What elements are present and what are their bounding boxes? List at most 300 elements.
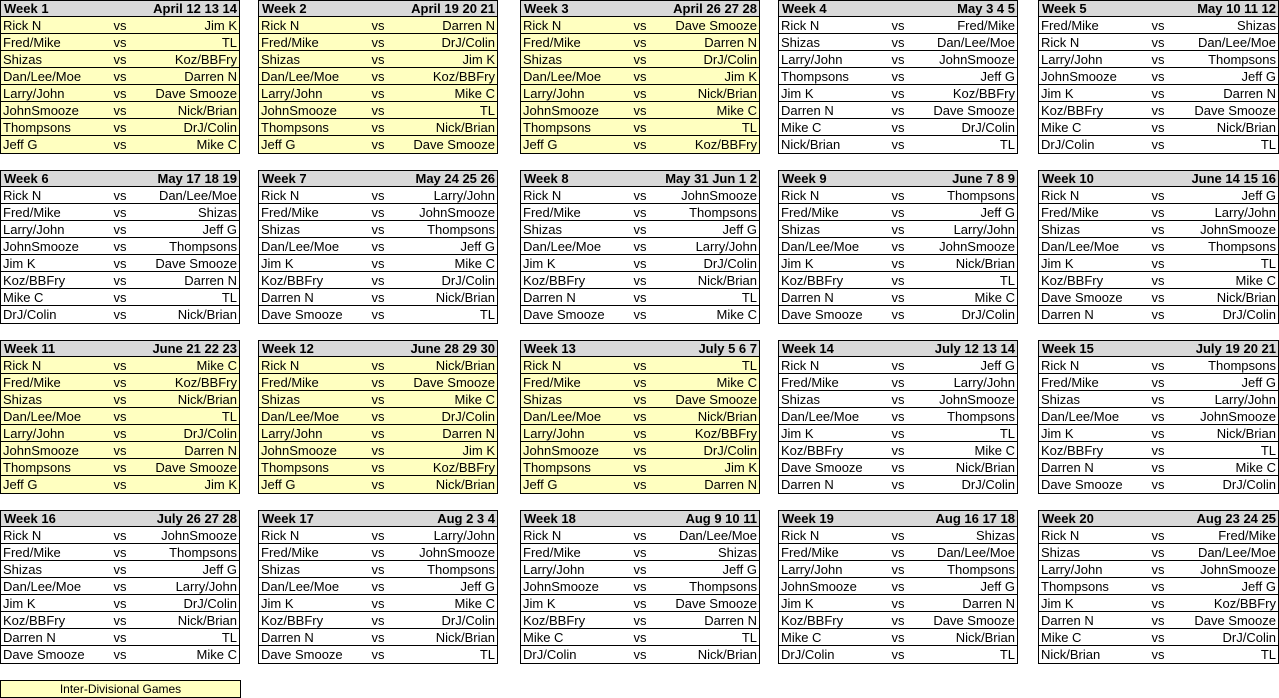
game-row [1039, 51, 1278, 68]
vs-label: vs [891, 187, 905, 203]
away-team: TL [999, 647, 1015, 662]
game-row [1039, 527, 1278, 544]
vs-label: vs [633, 221, 647, 237]
vs-label: vs [633, 629, 647, 645]
vs-label: vs [633, 477, 647, 492]
vs-label: vs [633, 289, 647, 305]
home-team: Fred/Mike [3, 374, 61, 390]
home-team: Dan/Lee/Moe [523, 238, 602, 254]
away-team: Dave Smooze [675, 17, 757, 33]
away-team: Shizas [1236, 17, 1276, 33]
home-team: Rick N [1041, 357, 1080, 373]
vs-label: vs [891, 102, 905, 118]
game-row [1, 255, 239, 272]
game-row [1, 85, 239, 102]
home-team: Fred/Mike [523, 34, 581, 50]
vs-label: vs [633, 238, 647, 254]
game-row [521, 102, 759, 119]
game-row [259, 561, 497, 578]
game-row [521, 612, 759, 629]
home-team: Fred/Mike [781, 544, 839, 560]
vs-label: vs [1151, 68, 1165, 84]
home-team: DrJ/Colin [3, 307, 57, 322]
vs-label: vs [1151, 51, 1165, 67]
game-row [1, 391, 239, 408]
home-team: Darren N [781, 477, 834, 492]
home-team: Dan/Lee/Moe [3, 578, 82, 594]
game-row [521, 255, 759, 272]
home-team: JohnSmooze [3, 238, 79, 254]
vs-label: vs [113, 238, 127, 254]
vs-label: vs [1151, 408, 1165, 424]
game-row [1, 119, 239, 136]
away-team: Mike C [1235, 272, 1276, 288]
game-row [259, 646, 497, 663]
away-team: DrJ/Colin [703, 255, 757, 271]
home-team: Dave Smooze [781, 307, 863, 322]
week-header [259, 171, 497, 187]
away-team: Jeff G [980, 204, 1015, 220]
game-row [1039, 629, 1278, 646]
week-title: Week 19 [782, 511, 834, 526]
home-team: Koz/BBFry [781, 272, 844, 288]
vs-label: vs [113, 459, 127, 475]
game-row [259, 289, 497, 306]
away-team: Larry/John [1214, 204, 1276, 220]
game-row [1039, 374, 1278, 391]
home-team: Rick N [523, 17, 562, 33]
home-team: Jim K [523, 255, 556, 271]
home-team: Fred/Mike [3, 204, 61, 220]
game-row [521, 289, 759, 306]
away-team: Shizas [975, 527, 1015, 543]
vs-label: vs [633, 68, 647, 84]
away-team: TL [221, 408, 237, 424]
vs-label: vs [1151, 357, 1165, 373]
away-team: Jim K [204, 477, 237, 492]
vs-label: vs [891, 408, 905, 424]
home-team: Rick N [261, 527, 300, 543]
vs-label: vs [633, 357, 647, 373]
away-team: Jim K [462, 442, 495, 458]
vs-label: vs [633, 137, 647, 152]
vs-label: vs [113, 68, 127, 84]
vs-label: vs [113, 544, 127, 560]
game-row [521, 629, 759, 646]
week-date: July 26 27 28 [156, 511, 237, 526]
home-team: Shizas [261, 561, 301, 577]
game-row [779, 629, 1017, 646]
week-header [521, 341, 759, 357]
vs-label: vs [371, 238, 385, 254]
vs-label: vs [633, 204, 647, 220]
vs-label: vs [113, 289, 127, 305]
away-team: Darren N [1223, 85, 1276, 101]
game-row [1, 561, 239, 578]
home-team: Thompsons [261, 459, 329, 475]
game-row [779, 578, 1017, 595]
game-row [521, 68, 759, 85]
home-team: JohnSmooze [261, 442, 337, 458]
game-row [1039, 221, 1278, 238]
vs-label: vs [1151, 595, 1165, 611]
week-block [0, 340, 240, 494]
game-row [259, 51, 497, 68]
vs-label: vs [1151, 255, 1165, 271]
away-team: Nick/Brian [177, 612, 237, 628]
game-row [779, 425, 1017, 442]
game-row [521, 476, 759, 493]
vs-label: vs [633, 102, 647, 118]
away-team: Larry/John [175, 578, 237, 594]
game-row [779, 612, 1017, 629]
game-row [259, 136, 497, 153]
game-row [259, 391, 497, 408]
game-row [521, 17, 759, 34]
game-row [1039, 544, 1278, 561]
game-row [1, 442, 239, 459]
week-header [259, 511, 497, 527]
home-team: Jim K [781, 255, 814, 271]
game-row [779, 391, 1017, 408]
game-row [259, 425, 497, 442]
away-team: Darren N [184, 442, 237, 458]
week-title: Week 13 [524, 341, 576, 356]
home-team: Shizas [523, 221, 563, 237]
home-team: Rick N [261, 17, 300, 33]
away-team: JohnSmooze [939, 51, 1015, 67]
away-team: Darren N [704, 477, 757, 492]
away-team: DrJ/Colin [183, 119, 237, 135]
home-team: Fred/Mike [261, 204, 319, 220]
away-team: JohnSmooze [1200, 408, 1276, 424]
week-date: May 10 11 12 [1197, 1, 1276, 16]
vs-label: vs [1151, 374, 1165, 390]
home-team: Mike C [3, 289, 44, 305]
game-row [779, 476, 1017, 493]
away-team: Dan/Lee/Moe [936, 34, 1015, 50]
vs-label: vs [113, 119, 127, 135]
week-title: Week 2 [262, 1, 307, 16]
vs-label: vs [891, 51, 905, 67]
game-row [1, 476, 239, 493]
vs-label: vs [113, 561, 127, 577]
vs-label: vs [891, 561, 905, 577]
home-team: Jeff G [523, 137, 558, 152]
home-team: Larry/John [3, 221, 65, 237]
vs-label: vs [371, 459, 385, 475]
game-row [1039, 306, 1278, 323]
away-team: Nick/Brian [1216, 289, 1276, 305]
vs-label: vs [1151, 647, 1165, 662]
week-date: June 21 22 23 [152, 341, 237, 356]
vs-label: vs [1151, 391, 1165, 407]
vs-label: vs [113, 374, 127, 390]
away-team: Thompsons [947, 408, 1015, 424]
vs-label: vs [371, 561, 385, 577]
game-row [1039, 68, 1278, 85]
game-row [779, 119, 1017, 136]
game-row [259, 459, 497, 476]
home-team: Darren N [1041, 459, 1094, 475]
away-team: Nick/Brian [435, 629, 495, 645]
away-team: Jeff G [980, 578, 1015, 594]
vs-label: vs [1151, 204, 1165, 220]
game-row [1, 187, 239, 204]
week-block [0, 170, 240, 324]
away-team: Dave Smooze [1194, 612, 1276, 628]
game-row [259, 34, 497, 51]
week-block [520, 510, 760, 664]
away-team: Thompsons [1208, 357, 1276, 373]
vs-label: vs [891, 272, 905, 288]
game-row [779, 408, 1017, 425]
home-team: Rick N [523, 527, 562, 543]
week-block [0, 0, 240, 154]
week-block [520, 340, 760, 494]
home-team: Thompsons [1041, 578, 1109, 594]
away-team: Mike C [716, 374, 757, 390]
away-team: Mike C [974, 442, 1015, 458]
game-row [521, 578, 759, 595]
game-row [779, 34, 1017, 51]
away-team: DrJ/Colin [1222, 307, 1276, 322]
vs-label: vs [113, 17, 127, 33]
vs-label: vs [371, 647, 385, 662]
vs-label: vs [891, 442, 905, 458]
game-row [259, 629, 497, 646]
away-team: Jim K [724, 459, 757, 475]
week-header [1039, 341, 1278, 357]
home-team: Larry/John [523, 561, 585, 577]
away-team: Dave Smooze [155, 255, 237, 271]
game-row [1, 527, 239, 544]
game-row [1, 238, 239, 255]
game-row [779, 68, 1017, 85]
week-date: Aug 16 17 18 [935, 511, 1015, 526]
vs-label: vs [371, 595, 385, 611]
game-row [259, 17, 497, 34]
away-team: Mike C [454, 85, 495, 101]
week-date: July 5 6 7 [698, 341, 757, 356]
week-title: Week 20 [1042, 511, 1094, 526]
away-team: Jeff G [722, 561, 757, 577]
game-row [521, 374, 759, 391]
game-row [521, 408, 759, 425]
game-row [259, 255, 497, 272]
away-team: Larry/John [695, 238, 757, 254]
home-team: Darren N [523, 289, 576, 305]
home-team: Darren N [781, 102, 834, 118]
game-row [779, 272, 1017, 289]
vs-label: vs [633, 425, 647, 441]
home-team: Mike C [1041, 119, 1082, 135]
home-team: Dan/Lee/Moe [1041, 408, 1120, 424]
away-team: Mike C [974, 289, 1015, 305]
home-team: Dan/Lee/Moe [3, 408, 82, 424]
game-row [1039, 187, 1278, 204]
vs-label: vs [633, 408, 647, 424]
game-row [1, 459, 239, 476]
game-row [1039, 272, 1278, 289]
week-title: Week 6 [4, 171, 49, 186]
vs-label: vs [1151, 425, 1165, 441]
away-team: TL [1260, 442, 1276, 458]
away-team: Fred/Mike [957, 17, 1015, 33]
vs-label: vs [1151, 307, 1165, 322]
week-date: June 28 29 30 [410, 341, 495, 356]
week-date: Aug 2 3 4 [437, 511, 495, 526]
vs-label: vs [371, 544, 385, 560]
game-row [259, 85, 497, 102]
week-header [1, 511, 239, 527]
home-team: Thompsons [781, 68, 849, 84]
away-team: DrJ/Colin [961, 307, 1015, 322]
vs-label: vs [1151, 85, 1165, 101]
home-team: Jeff G [261, 477, 296, 492]
home-team: Larry/John [1041, 561, 1103, 577]
away-team: DrJ/Colin [961, 119, 1015, 135]
vs-label: vs [891, 544, 905, 560]
week-block [1038, 510, 1279, 664]
home-team: Larry/John [523, 425, 585, 441]
home-team: Fred/Mike [261, 34, 319, 50]
home-team: Koz/BBFry [261, 612, 324, 628]
away-team: Nick/Brian [697, 272, 757, 288]
away-team: Dave Smooze [155, 85, 237, 101]
game-row [521, 646, 759, 663]
away-team: Jeff G [1241, 68, 1276, 84]
vs-label: vs [113, 187, 127, 203]
away-team: Dave Smooze [1194, 102, 1276, 118]
vs-label: vs [891, 425, 905, 441]
game-row [1, 374, 239, 391]
vs-label: vs [371, 68, 385, 84]
home-team: Dan/Lee/Moe [523, 408, 602, 424]
home-team: Jeff G [261, 137, 296, 152]
vs-label: vs [371, 34, 385, 50]
game-row [1039, 17, 1278, 34]
game-row [1039, 136, 1278, 153]
away-team: Dan/Lee/Moe [936, 544, 1015, 560]
vs-label: vs [1151, 221, 1165, 237]
week-title: Week 7 [262, 171, 307, 186]
home-team: Dan/Lee/Moe [261, 68, 340, 84]
game-row [779, 221, 1017, 238]
game-row [1039, 357, 1278, 374]
game-row [1039, 102, 1278, 119]
game-row [1, 51, 239, 68]
home-team: Larry/John [261, 425, 323, 441]
game-row [779, 442, 1017, 459]
game-row [521, 544, 759, 561]
vs-label: vs [633, 391, 647, 407]
vs-label: vs [113, 629, 127, 645]
vs-label: vs [371, 612, 385, 628]
home-team: Fred/Mike [781, 204, 839, 220]
away-team: TL [999, 272, 1015, 288]
away-team: TL [479, 102, 495, 118]
home-team: Koz/BBFry [781, 612, 844, 628]
home-team: Fred/Mike [3, 544, 61, 560]
game-row [521, 459, 759, 476]
home-team: Darren N [3, 629, 56, 645]
away-team: Koz/BBFry [694, 137, 757, 152]
home-team: Larry/John [781, 561, 843, 577]
vs-label: vs [633, 17, 647, 33]
vs-label: vs [371, 51, 385, 67]
away-team: JohnSmooze [939, 238, 1015, 254]
home-team: Dave Smooze [261, 647, 343, 662]
home-team: Fred/Mike [523, 544, 581, 560]
week-header [779, 171, 1017, 187]
vs-label: vs [891, 85, 905, 101]
away-team: Mike C [716, 307, 757, 322]
game-row [259, 306, 497, 323]
vs-label: vs [113, 102, 127, 118]
away-team: Darren N [962, 595, 1015, 611]
vs-label: vs [113, 51, 127, 67]
vs-label: vs [371, 391, 385, 407]
week-title: Week 14 [782, 341, 834, 356]
game-row [1039, 204, 1278, 221]
away-team: Jim K [204, 17, 237, 33]
vs-label: vs [1151, 119, 1165, 135]
vs-label: vs [371, 477, 385, 492]
home-team: Shizas [261, 51, 301, 67]
away-team: Thompsons [169, 544, 237, 560]
vs-label: vs [371, 221, 385, 237]
vs-label: vs [113, 477, 127, 492]
vs-label: vs [113, 307, 127, 322]
away-team: Darren N [184, 272, 237, 288]
home-team: Koz/BBFry [3, 612, 66, 628]
home-team: JohnSmooze [523, 102, 599, 118]
vs-label: vs [633, 544, 647, 560]
game-row [259, 204, 497, 221]
away-team: Thompsons [427, 221, 495, 237]
vs-label: vs [371, 137, 385, 152]
away-team: Mike C [196, 137, 237, 152]
home-team: Fred/Mike [1041, 17, 1099, 33]
vs-label: vs [633, 187, 647, 203]
away-team: JohnSmooze [1200, 561, 1276, 577]
home-team: Rick N [781, 187, 820, 203]
week-date: June 14 15 16 [1191, 171, 1276, 186]
away-team: Thompsons [947, 561, 1015, 577]
vs-label: vs [113, 255, 127, 271]
home-team: Koz/BBFry [3, 272, 66, 288]
away-team: TL [221, 34, 237, 50]
away-team: Mike C [716, 102, 757, 118]
home-team: Jim K [1041, 85, 1074, 101]
vs-label: vs [1151, 34, 1165, 50]
vs-label: vs [633, 374, 647, 390]
home-team: Jim K [1041, 595, 1074, 611]
home-team: Larry/John [3, 85, 65, 101]
game-row [521, 51, 759, 68]
away-team: DrJ/Colin [441, 612, 495, 628]
away-team: Jeff G [460, 578, 495, 594]
home-team: Dan/Lee/Moe [523, 68, 602, 84]
away-team: TL [999, 137, 1015, 152]
vs-label: vs [891, 204, 905, 220]
away-team: Jeff G [980, 357, 1015, 373]
away-team: TL [741, 357, 757, 373]
game-row [779, 255, 1017, 272]
home-team: Fred/Mike [1041, 374, 1099, 390]
game-row [1, 357, 239, 374]
